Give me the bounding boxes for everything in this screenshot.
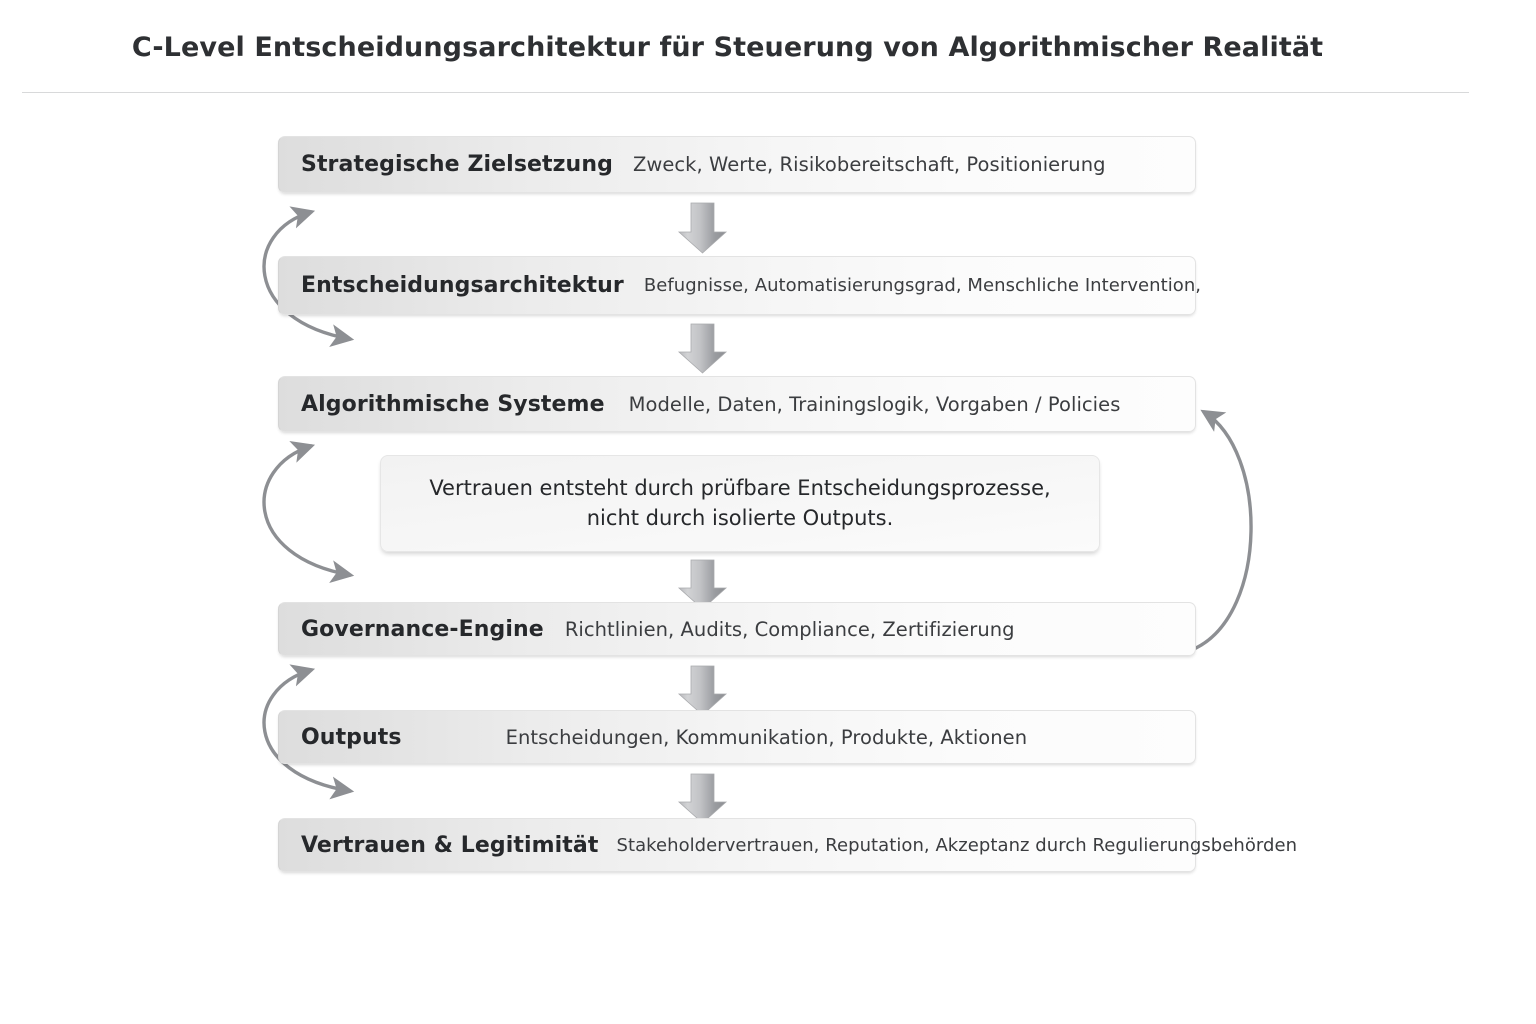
callout-line-1: Vertrauen entsteht durch prüfbare Entscheidungsprozesse, xyxy=(429,475,1051,500)
flow-row-label: Governance-Engine xyxy=(301,616,544,642)
flow-row-governance-engine[interactable] xyxy=(278,602,1196,656)
flow-row-vertrauen-legitimitaet[interactable] xyxy=(278,818,1298,872)
flow-row-entscheidungsarchitektur[interactable] xyxy=(278,256,1202,315)
flow-row-label: Outputs xyxy=(301,724,402,750)
callout-box xyxy=(380,455,1100,552)
flow-row-label: Vertrauen & Legitimität xyxy=(301,832,599,858)
flow-row-detail: Befugnisse, Automatisierungsgrad, Menschliche Intervention, xyxy=(643,275,1202,296)
flow-row-detail: Stakeholdervertrauen, Reputation, Akzeptanz durch Regulierungsbehörden xyxy=(616,834,1298,856)
arrow-architektur-to-systeme xyxy=(679,324,726,373)
flow-row-label: Algorithmische Systeme xyxy=(301,391,605,417)
callout-line-2: nicht durch isolierte Outputs. xyxy=(586,505,894,530)
flow-row-strategische-zielsetzung[interactable] xyxy=(278,136,1196,193)
flow-row-outputs[interactable] xyxy=(278,710,1196,764)
flow-row-algorithmische-systeme[interactable] xyxy=(278,376,1196,432)
flow-row-label: Strategische Zielsetzung xyxy=(301,152,613,177)
arrow-strategie-to-architektur xyxy=(679,203,726,253)
flow-row-detail: Entscheidungen, Kommunikation, Produkte, Aktionen xyxy=(505,725,1028,749)
feedback-arc-systeme-to-governance xyxy=(264,446,350,575)
flow-row-detail: Zweck, Werte, Risikobereitschaft, Positionierung xyxy=(632,153,1106,176)
feedback-arc-governance-to-systeme xyxy=(1196,412,1251,648)
arrow-outputs-to-vertrauen xyxy=(679,774,726,823)
page-title: C-Level Entscheidungsarchitektur für Steuerung von Algorithmischer Realität xyxy=(131,32,1324,63)
flow-row-detail: Richtlinien, Audits, Compliance, Zertifizierung xyxy=(564,617,1015,641)
flow-row-label: Entscheidungsarchitektur xyxy=(301,273,624,298)
flow-row-detail: Modelle, Daten, Trainingslogik, Vorgaben / Policies xyxy=(628,392,1121,416)
arrow-governance-to-outputs xyxy=(679,666,726,715)
